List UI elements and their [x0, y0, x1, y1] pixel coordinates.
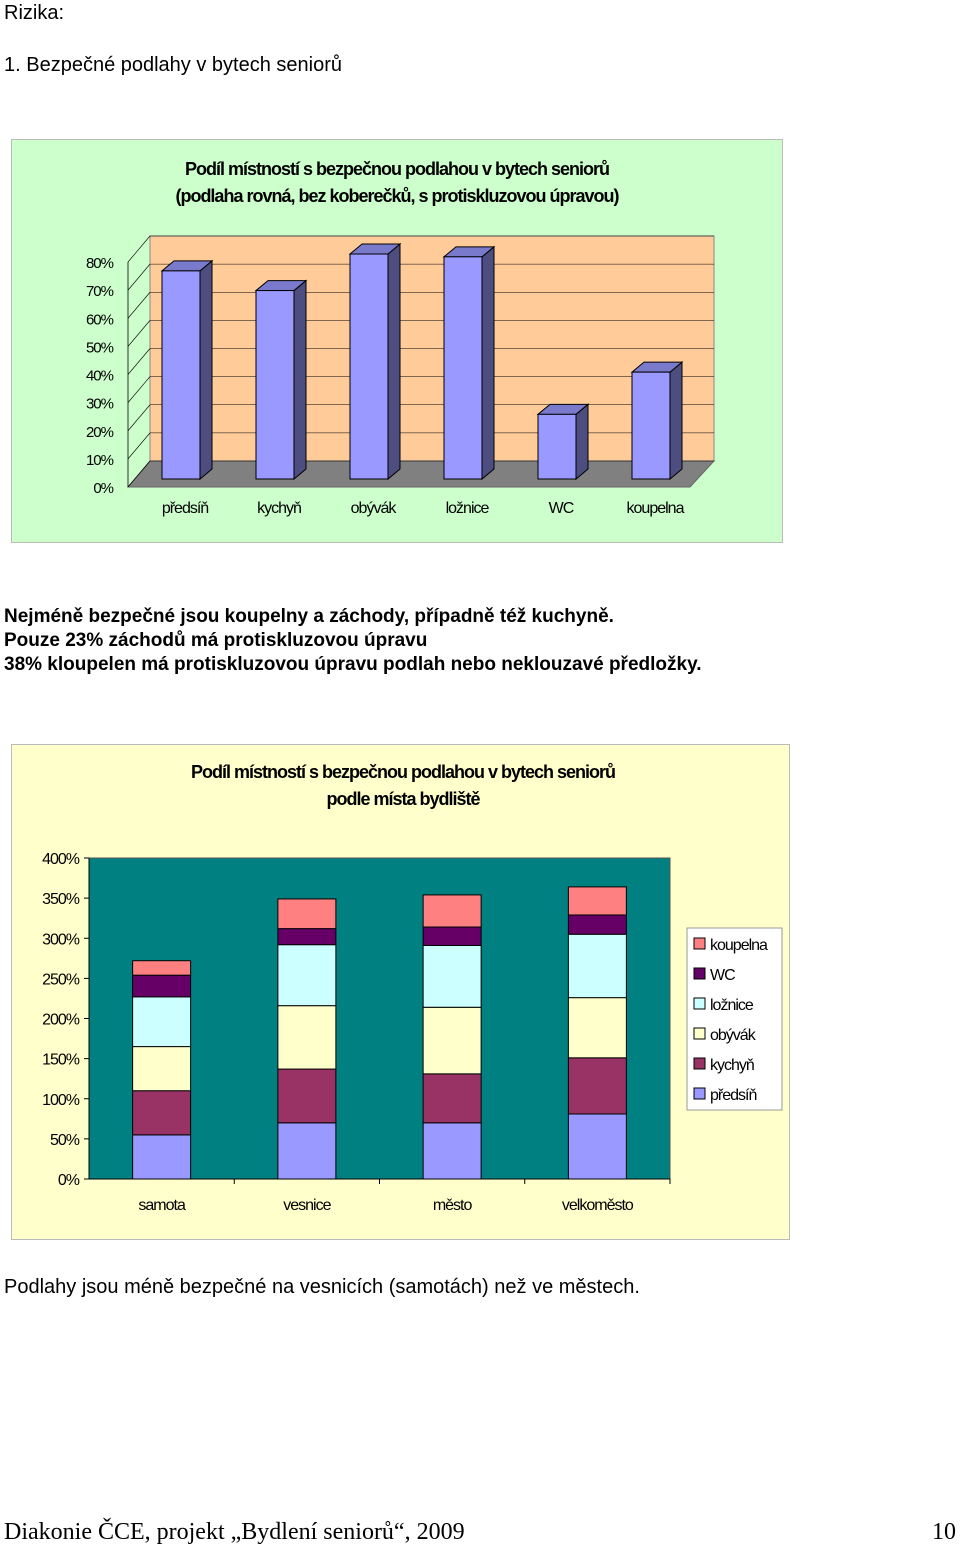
chart2-ytick-label: 350%	[42, 891, 79, 909]
paragraph1-line1: Nejméně bezpečné jsou koupelny a záchody, případně též kuchyně.	[4, 606, 614, 627]
chart2-category-label: vesnice	[283, 1197, 331, 1214]
paragraph1-line3: 38% kloupelen má protiskluzovou úpravu podlah nebo neklouzavé předložky.	[4, 654, 702, 675]
chart1-ytick-label: 40%	[85, 367, 113, 385]
chart1-gridline-side	[128, 405, 150, 431]
chart1-bar-side	[388, 244, 400, 479]
chart-location-safety	[11, 744, 790, 1240]
chart2-legend-label: koupelna	[710, 937, 767, 954]
chart1-category-label: koupelna	[626, 500, 684, 517]
chart1-bar-side	[670, 362, 682, 479]
chart2-bar-segment	[278, 929, 336, 945]
chart1-gridline-side	[128, 320, 150, 346]
chart2-title-line2: podle místa bydliště	[326, 789, 480, 809]
chart2-plot	[12, 745, 789, 1239]
chart1-ytick-label: 60%	[85, 311, 113, 329]
chart1-category-label: kychyň	[257, 500, 301, 517]
chart1-ytick-label: 80%	[85, 255, 113, 272]
chart2-legend-swatch	[694, 1088, 705, 1099]
chart2-legend-label: ložnice	[710, 997, 753, 1014]
chart2-legend-label: kychyň	[710, 1057, 754, 1074]
chart2-legend-label: obývák	[710, 1027, 755, 1044]
chart1-bar	[632, 372, 670, 479]
chart2-category-label: samota	[138, 1197, 185, 1214]
chart2-bar-segment	[423, 927, 481, 945]
chart1-bar	[538, 414, 576, 479]
chart2-bar-segment	[423, 945, 481, 1007]
chart1-title-line2: (podlaha rovná, bez koberečků, s protiskluzovou úpravou)	[175, 186, 619, 206]
chart2-legend-swatch	[694, 968, 705, 979]
chart1-ytick-label: 0%	[93, 480, 113, 497]
chart1-ytick-label: 70%	[85, 283, 113, 301]
chart1-bar	[350, 254, 388, 479]
chart1-ytick-label: 10%	[85, 451, 113, 469]
chart1-plot	[12, 140, 782, 542]
chart2-legend-swatch	[694, 938, 705, 949]
chart1-title-line1: Podíl místností s bezpečnou podlahou v bytech seniorů	[184, 159, 610, 179]
chart1-ytick-label: 50%	[85, 339, 113, 357]
chart1-category-label: WC	[548, 500, 574, 517]
paragraph1	[4, 605, 702, 677]
page-heading: Rizika:	[4, 2, 65, 24]
chart2-ytick-label: 100%	[42, 1091, 79, 1109]
chart2-bar-segment	[568, 887, 626, 915]
chart2-legend-box	[687, 928, 782, 1110]
chart2-bar-segment	[568, 1058, 626, 1114]
chart1-bar	[162, 271, 200, 479]
chart2-ytick-label: 0%	[57, 1172, 79, 1189]
chart2-legend-label: předsíň	[710, 1087, 757, 1104]
chart1-bar	[256, 291, 294, 479]
chart2-bar-segment	[568, 998, 626, 1058]
chart2-bar-segment	[568, 934, 626, 997]
chart2-bar-segment	[133, 1091, 191, 1135]
chart2-legend-swatch	[694, 998, 705, 1009]
chart2-ytick-label: 300%	[42, 931, 79, 949]
chart1-gridline-side	[128, 264, 150, 290]
chart1-gridline-side	[128, 349, 150, 375]
section-title: 1. Bezpečné podlahy v bytech seniorů	[4, 54, 342, 76]
page-number: 10	[932, 1519, 956, 1545]
chart2-legend-label: WC	[710, 967, 735, 984]
chart1-bar-side	[576, 404, 588, 479]
chart1-gridline-side	[128, 433, 150, 459]
chart2-title-line1: Podíl místností s bezpečnou podlahou v bytech seniorů	[190, 762, 616, 782]
chart-room-safety	[11, 139, 783, 543]
chart2-category-label: město	[432, 1197, 472, 1214]
chart2-ytick-label: 400%	[42, 851, 79, 868]
chart2-bar-segment	[568, 915, 626, 934]
chart1-bar-side	[294, 281, 306, 479]
chart2-ytick-label: 150%	[42, 1051, 79, 1069]
chart1-gridline-side	[128, 236, 150, 262]
chart1-bar	[444, 257, 482, 479]
chart2-legend-swatch	[694, 1028, 705, 1039]
chart2-ytick-label: 250%	[42, 971, 79, 989]
chart1-bar-side	[200, 261, 212, 479]
chart1-gridline-side	[128, 377, 150, 403]
footer-text: Diakonie ČCE, projekt „Bydlení seniorů“, 2009	[4, 1519, 465, 1545]
chart2-bar-segment	[133, 1135, 191, 1179]
chart2-bar-segment	[133, 961, 191, 975]
page-footer	[4, 1519, 956, 1546]
chart2-bar-segment	[423, 1123, 481, 1179]
chart2-bar-segment	[423, 895, 481, 927]
chart1-floor	[128, 461, 714, 487]
chart2-category-label: velkoměsto	[561, 1197, 633, 1214]
paragraph1-line2: Pouze 23% záchodů má protiskluzovou úpravu	[4, 630, 428, 651]
paragraph2: Podlahy jsou méně bezpečné na vesnicích (samotách) než ve městech.	[4, 1276, 640, 1298]
chart2-bar-segment	[568, 1114, 626, 1179]
chart2-bar-segment	[423, 1074, 481, 1123]
chart2-bar-segment	[278, 1006, 336, 1069]
chart2-ytick-label: 50%	[49, 1131, 79, 1149]
chart1-category-label: předsíň	[161, 500, 209, 517]
chart1-bar-side	[482, 247, 494, 479]
chart2-bar-segment	[278, 1069, 336, 1123]
chart1-gridline-side	[128, 292, 150, 318]
chart2-bar-segment	[278, 945, 336, 1006]
chart2-bar-segment	[133, 997, 191, 1047]
chart1-category-label: obývák	[350, 500, 396, 517]
chart2-bar-segment	[133, 1047, 191, 1091]
chart2-ytick-label: 200%	[42, 1011, 79, 1029]
chart2-bar-segment	[133, 975, 191, 997]
chart1-category-label: ložnice	[445, 500, 489, 517]
chart2-legend-swatch	[694, 1058, 705, 1069]
chart1-ytick-label: 20%	[85, 423, 113, 441]
chart2-bar-segment	[423, 1007, 481, 1074]
chart1-ytick-label: 30%	[85, 395, 113, 413]
chart2-bar-segment	[278, 899, 336, 929]
chart2-bar-segment	[278, 1123, 336, 1179]
